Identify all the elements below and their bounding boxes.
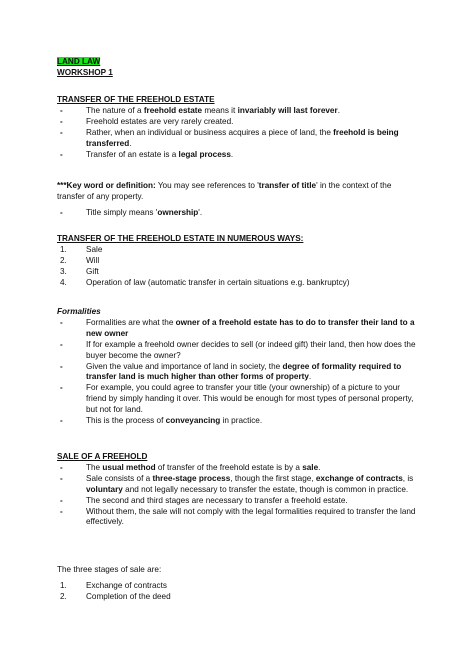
text-run: Rather, when an individual or business acquires a piece of land, the: [86, 127, 334, 137]
list-item: [57, 256, 417, 267]
list-item: [57, 267, 417, 278]
bullet-dash: -: [60, 416, 63, 426]
text-run: The second and third stages are necessary to transfer a freehold estate.: [86, 495, 348, 505]
bold-text: ***Key word or definition:: [57, 181, 156, 190]
list-number: 1.: [60, 244, 67, 254]
text-run: of transfer of the freehold estate is by a: [155, 462, 303, 472]
bold-text: invariably will last forever: [237, 105, 338, 115]
list-item: [57, 507, 417, 529]
bold-text: three-stage process: [152, 473, 231, 483]
bullet-list: [57, 106, 417, 161]
text-run: This is the process of: [86, 416, 166, 426]
list-number: 3.: [60, 266, 67, 276]
bold-text: degree of formality required to transfer land is much higher than other forms of property: [86, 361, 402, 382]
list-number: 2.: [60, 255, 67, 265]
bullet-dash: -: [60, 317, 63, 327]
list-item: [57, 463, 417, 474]
text-run: Formalities are what the: [86, 317, 176, 327]
bullet-list: [57, 208, 417, 219]
bold-text: usual method: [102, 462, 156, 472]
key-word-paragraph: [57, 181, 417, 203]
text-run: Freehold estates are very rarely created.: [86, 116, 234, 126]
text-run: Sale consists of a: [86, 473, 153, 483]
stages-intro: The three stages of sale are:: [57, 565, 162, 574]
text-run: Without them, the sale will not comply with the legal formalities required to transfer the land effectively.: [86, 506, 416, 527]
text-run: , is: [402, 473, 414, 483]
text-run: ' in the context of the transfer of any property.: [57, 181, 392, 201]
bullet-dash: -: [60, 473, 63, 483]
text-run: Gift: [86, 266, 99, 276]
list-item: [57, 592, 417, 603]
list-item: [57, 208, 417, 219]
section-heading: TRANSFER OF THE FREEHOLD ESTATE IN NUMEROUS WAYS:: [57, 234, 304, 243]
list-item: [57, 496, 417, 507]
section-heading: SALE OF A FREEHOLD: [57, 452, 148, 461]
text-run: You may see references to ': [155, 181, 259, 190]
text-run: Exchange of contracts: [86, 580, 168, 590]
text-run: Title simply means ': [86, 207, 158, 217]
text-run: Sale: [86, 244, 103, 254]
section-numerous-ways: [57, 234, 417, 289]
bold-text: conveyancing: [165, 416, 221, 426]
bullet-dash: -: [60, 462, 63, 472]
bullet-dash: -: [60, 506, 63, 516]
list-item: [57, 362, 417, 384]
list-number: 1.: [60, 580, 67, 590]
text-run: If for example a freehold owner decides to sell (or indeed gift) their land, then how does the buyer become the owner?: [86, 339, 416, 360]
section-transfer: [57, 95, 417, 160]
bold-text: freehold estate: [143, 105, 203, 115]
text-run: Transfer of an estate is a: [86, 149, 179, 159]
section-formalities: [57, 307, 417, 427]
bold-text: owner of a freehold estate has to do to transfer their land to a new owner: [86, 317, 415, 338]
text-run: .: [129, 138, 132, 148]
section-stages: [57, 565, 417, 603]
document-title-block: [57, 57, 417, 79]
numbered-list: [57, 245, 417, 289]
list-item: [57, 278, 417, 289]
text-run: , though the first stage,: [230, 473, 316, 483]
list-item: [57, 383, 417, 416]
document-title: LAND LAW: [57, 57, 101, 66]
text-run: .: [318, 462, 321, 472]
list-item: [57, 117, 417, 128]
section-key-word: [57, 181, 417, 219]
bold-text: exchange of contracts: [315, 473, 403, 483]
text-run: .: [308, 372, 312, 382]
list-item: [57, 416, 417, 427]
bullet-dash: -: [60, 149, 63, 159]
text-run: means it: [202, 105, 238, 115]
list-item: [57, 474, 417, 496]
list-number: 2.: [60, 591, 67, 601]
text-run: For example, you could agree to transfer your title (your ownership) of a picture to your friend by simply handing it over. This would be enough for most types of personal property, but not for land.: [86, 383, 414, 415]
text-run: in practice.: [220, 416, 263, 426]
list-number: 4.: [60, 277, 67, 287]
text-run: .: [230, 149, 234, 159]
bullet-list: [57, 463, 417, 528]
text-run: Completion of the deed: [86, 591, 171, 601]
workshop-label: WORKSHOP 1: [57, 67, 113, 77]
bullet-dash: -: [60, 339, 63, 349]
bold-text: ownership: [157, 207, 199, 217]
bullet-dash: -: [60, 116, 63, 126]
numbered-list: [57, 581, 417, 603]
section-heading: Formalities: [57, 307, 101, 316]
list-item: [57, 581, 417, 592]
text-run: Given the value and importance of land in society, the: [86, 361, 283, 371]
text-run: and not legally necessary to transfer the estate, though is common in practice.: [122, 484, 409, 494]
bold-text: freehold is being transferred: [86, 127, 399, 148]
bullet-list: [57, 318, 417, 427]
text-run: The: [86, 462, 103, 472]
bullet-dash: -: [60, 361, 63, 371]
bold-text: voluntary: [86, 484, 123, 494]
bullet-dash: -: [60, 495, 63, 505]
list-item: [57, 318, 417, 340]
text-run: '.: [198, 207, 203, 217]
bullet-dash: -: [60, 127, 63, 137]
bullet-dash: -: [60, 207, 63, 217]
text-run: The nature of a: [86, 105, 144, 115]
text-run: Will: [86, 255, 100, 265]
list-item: [57, 245, 417, 256]
list-item: [57, 340, 417, 362]
list-item: [57, 150, 417, 161]
bold-text: transfer of title: [258, 181, 317, 190]
text-run: .: [337, 105, 340, 115]
list-item: [57, 106, 417, 117]
bold-text: sale: [302, 462, 319, 472]
section-heading: TRANSFER OF THE FREEHOLD ESTATE: [57, 95, 215, 104]
bold-text: legal process: [178, 149, 231, 159]
section-sale: [57, 452, 417, 528]
text-run: Operation of law (automatic transfer in certain situations e.g. bankruptcy): [86, 277, 350, 287]
bullet-dash: -: [60, 105, 63, 115]
bullet-dash: -: [60, 383, 63, 393]
list-item: [57, 128, 417, 150]
